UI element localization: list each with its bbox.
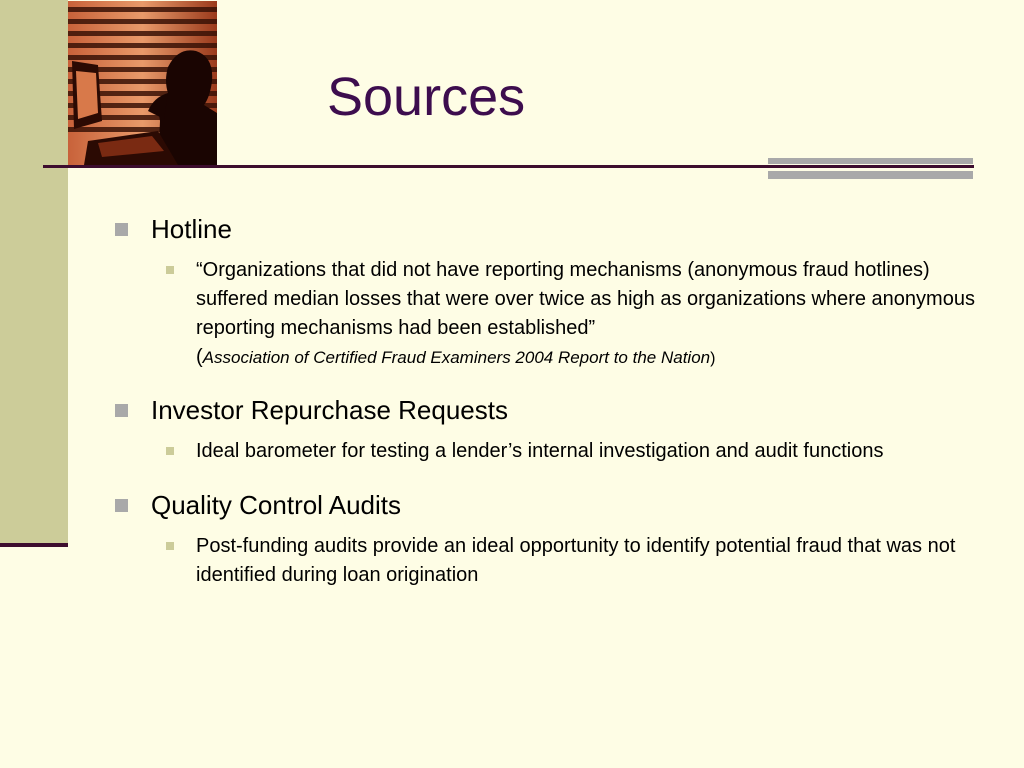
sub-bullet-text: Ideal barometer for testing a lender’s internal investigation and audit functions: [196, 440, 884, 462]
gray-accent-bar-top: [768, 158, 973, 164]
sub-bullet-item: [114, 437, 994, 466]
title-divider-line: [43, 165, 974, 168]
bullet-group-qc-audits: [114, 486, 994, 590]
person-at-computer-image: [68, 1, 217, 165]
left-accent-line: [0, 543, 68, 547]
bullet-list: [114, 210, 994, 590]
gray-accent-bar-bottom: [768, 171, 973, 179]
bullet-item: [114, 486, 994, 524]
sub-bullet-item: [114, 256, 994, 373]
citation-text: Association of Certified Fraud Examiners 2004 Report to the Nation: [202, 348, 711, 367]
bullet-text: Hotline: [151, 214, 232, 244]
bullet-text: Investor Repurchase Requests: [151, 395, 508, 425]
left-accent-bar: [0, 0, 68, 545]
sub-bullet-text: “Organizations that did not have reporting mechanisms (anonymous fraud hotlines) suffered median losses that were over twice as high as organizations where anonymous reporting mechanisms had been established”: [196, 259, 975, 339]
citation-close-paren: ): [710, 350, 716, 367]
square-bullet-icon: [115, 404, 128, 417]
square-bullet-icon: [115, 499, 128, 512]
small-square-bullet-icon: [166, 266, 174, 274]
bullet-group-hotline: [114, 210, 994, 373]
square-bullet-icon: [115, 223, 128, 236]
person-at-computer-silhouette-icon: [68, 1, 217, 165]
small-square-bullet-icon: [166, 542, 174, 550]
small-square-bullet-icon: [166, 447, 174, 455]
slide-title: Sources: [327, 67, 526, 127]
sub-bullet-item: [114, 532, 994, 590]
bullet-group-repurchase: [114, 391, 994, 466]
sub-bullet-text: Post-funding audits provide an ideal opportunity to identify potential fraud that was not identified during loan origination: [196, 535, 956, 586]
bullet-item: [114, 210, 994, 248]
bullet-item: [114, 391, 994, 429]
citation-open-paren: (: [196, 346, 203, 368]
bullet-text: Quality Control Audits: [151, 490, 402, 520]
